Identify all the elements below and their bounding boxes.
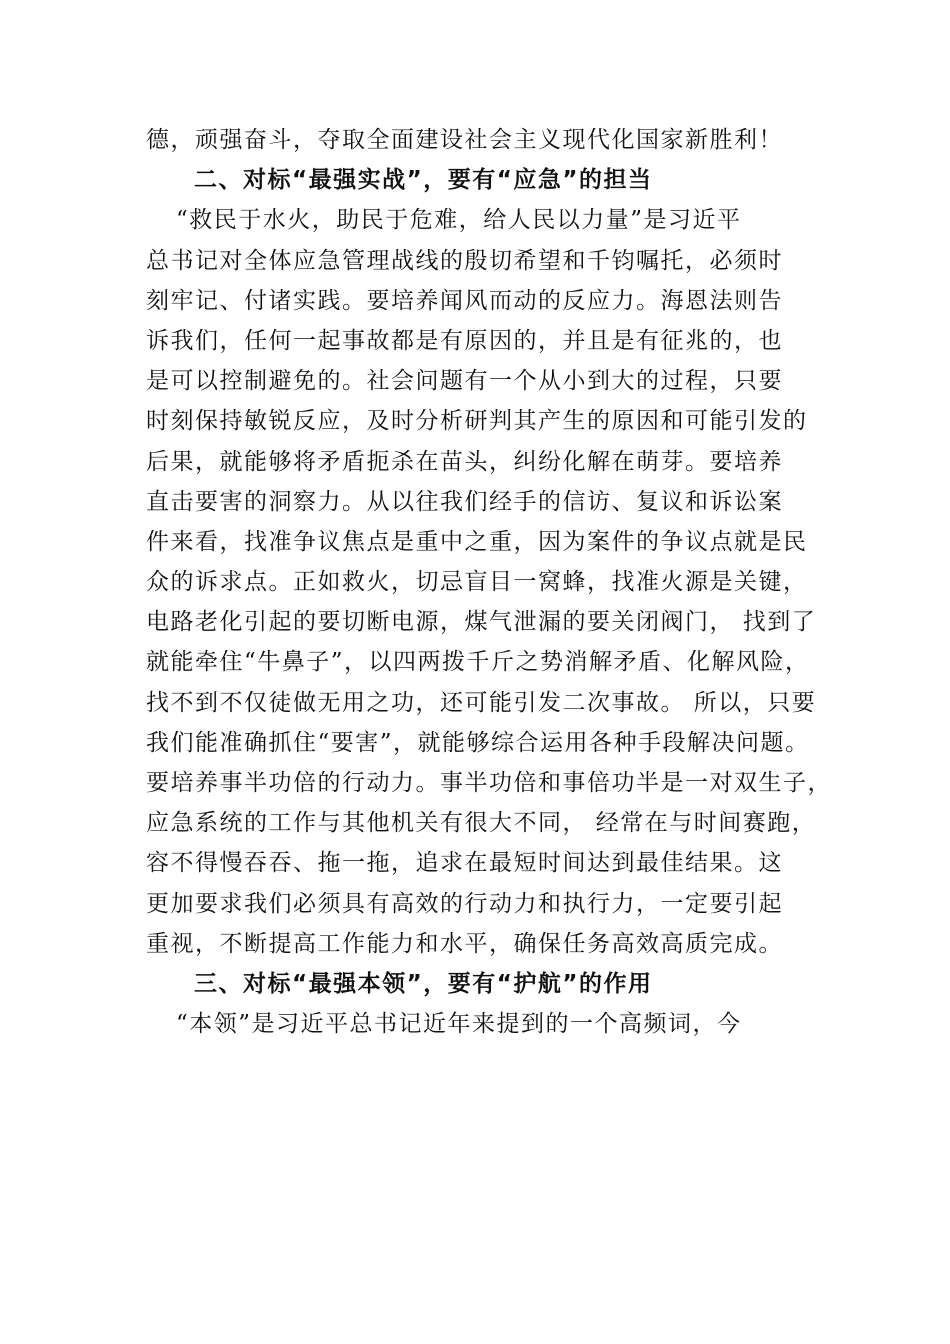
body-line: 重视，不断提高工作能力和水平，确保任务高效高质完成。 (146, 930, 783, 957)
section-heading-3: 三、对标“最强本领”，要有“护航”的作用 (194, 970, 653, 997)
section-heading-2: 二、对标“最强实战”，要有“应急”的担当 (194, 167, 653, 194)
document-body (146, 120, 832, 1044)
body-line: 要培养事半功倍的行动力。事半功倍和事倍功半是一对双生子， (146, 770, 832, 796)
body-line: 诉我们，任何一起事故都是有原因的，并且是有征兆的，也 (146, 327, 783, 354)
body-line: 是可以控制避免的。社会问题有一个从小到大的过程，只要 (146, 368, 783, 395)
body-line: 后果，就能够将矛盾扼杀在苗头，纠纷化解在萌芽。要培养 (146, 448, 783, 475)
body-line: “救民于水火，助民于危难，给人民以力量”是习近平 (176, 207, 742, 234)
body-line: 找不到不仅徒做无用之功，还可能引发二次事故。 所以，只要 (146, 689, 817, 716)
body-line: 时刻保持敏锐反应，及时分析研判其产生的原因和可能引发的 (146, 408, 808, 435)
body-line: 德，顽强奋斗，夺取全面建设社会主义现代化国家新胜利！ (146, 127, 783, 153)
body-line: 就能牵住“牛鼻子”，以四两拨千斤之势消解矛盾、化解风险， (146, 649, 810, 676)
body-line: 众的诉求点。正如救火，切忌盲目一窝蜂，找准火源是关键， (146, 569, 808, 596)
body-line: 件来看，找准争议焦点是重中之重，因为案件的争议点就是民 (146, 528, 808, 555)
body-line: 更加要求我们必须具有高效的行动力和执行力，一定要引起 (146, 890, 783, 917)
body-line: 我们能准确抓住“要害”，就能够综合运用各种手段解决问题。 (146, 729, 810, 756)
body-line: 容不得慢吞吞、拖一拖，追求在最短时间达到最佳结果。这 (146, 850, 783, 877)
body-line: 电路老化引起的要切断电源，煤气泄漏的要关闭阀门， 找到了 (146, 609, 817, 636)
body-line: 刻牢记、付诸实践。要培养闻风而动的反应力。海恩法则告 (146, 287, 783, 314)
body-line: 直击要害的洞察力。从以往我们经手的信访、复议和诉讼案 (146, 488, 783, 515)
body-line: 应急系统的工作与其他机关有很大不同， 经常在与时间赛跑， (146, 810, 817, 837)
body-line: 总书记对全体应急管理战线的殷切希望和千钧嘱托，必须时 (146, 247, 783, 274)
body-line: “本领”是习近平总书记近年来提到的一个高频词，今 (176, 1011, 742, 1038)
